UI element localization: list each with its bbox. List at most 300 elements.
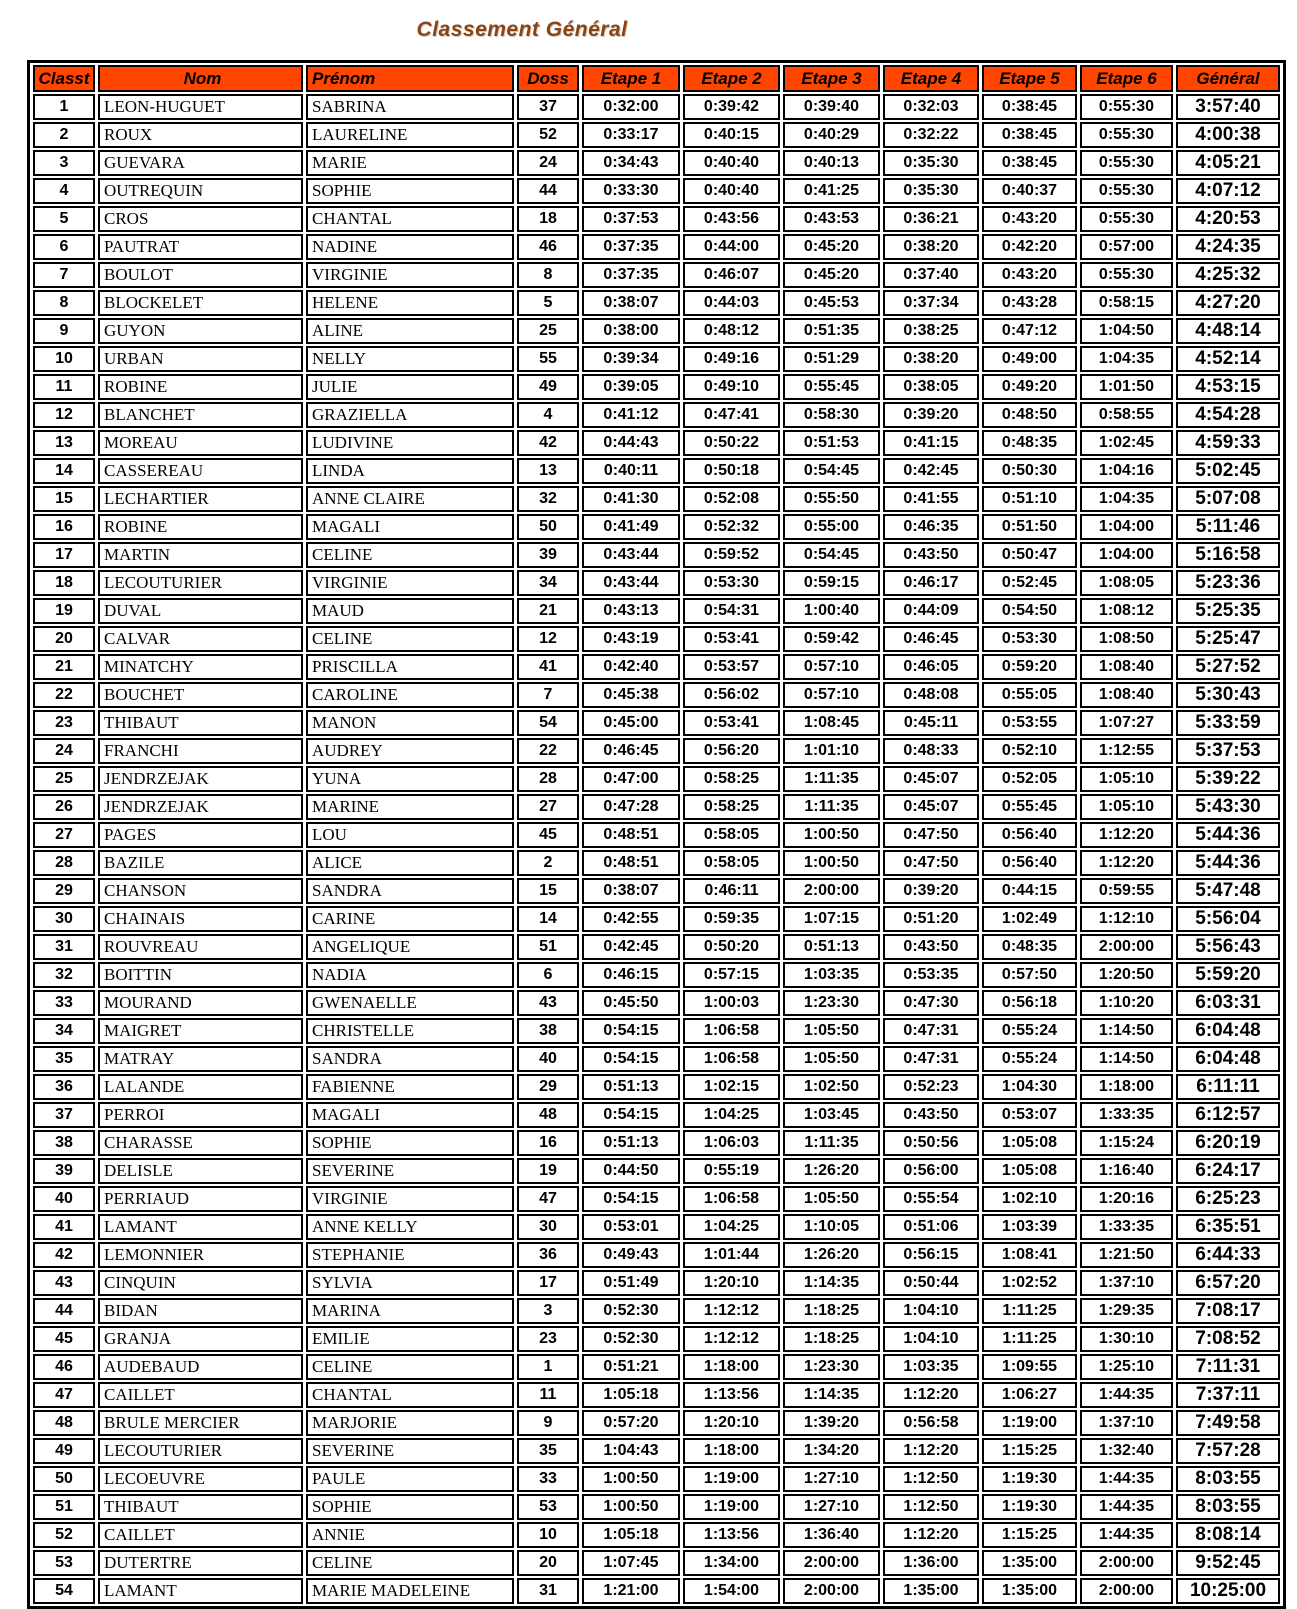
prenom-cell: LAURELINE: [306, 122, 514, 148]
etape6-cell: 1:05:10: [1080, 766, 1173, 792]
etape2-cell: 1:13:56: [683, 1382, 780, 1408]
general-cell: 4:05:21: [1176, 150, 1280, 176]
general-cell: 6:12:57: [1176, 1102, 1280, 1128]
nom-cell: CHARASSE: [98, 1130, 303, 1156]
prenom-cell: SOPHIE: [306, 178, 514, 204]
general-cell: 6:44:33: [1176, 1242, 1280, 1268]
etape4-cell: 0:35:30: [883, 150, 979, 176]
etape3-cell: 1:03:35: [783, 962, 880, 988]
etape4-cell: 1:12:50: [883, 1466, 979, 1492]
etape1-cell: 0:51:21: [582, 1354, 680, 1380]
prenom-cell: FABIENNE: [306, 1074, 514, 1100]
etape5-cell: 0:56:18: [982, 990, 1077, 1016]
etape3-cell: 1:05:50: [783, 1018, 880, 1044]
etape2-cell: 0:53:41: [683, 710, 780, 736]
etape2-cell: 1:19:00: [683, 1466, 780, 1492]
etape1-cell: 0:38:07: [582, 878, 680, 904]
etape3-cell: 1:00:50: [783, 822, 880, 848]
etape3-cell: 1:34:20: [783, 1438, 880, 1464]
etape6-cell: 1:33:35: [1080, 1214, 1173, 1240]
etape2-cell: 0:59:35: [683, 906, 780, 932]
etape2-cell: 1:12:12: [683, 1326, 780, 1352]
general-cell: 4:25:32: [1176, 262, 1280, 288]
prenom-cell: ANNE CLAIRE: [306, 486, 514, 512]
general-cell: 5:30:43: [1176, 682, 1280, 708]
table-row: [33, 1242, 1280, 1268]
etape3-cell: 0:57:10: [783, 654, 880, 680]
etape3-cell: 0:45:53: [783, 290, 880, 316]
general-cell: 7:11:31: [1176, 1354, 1280, 1380]
rank-cell: 46: [33, 1354, 95, 1380]
table-row: [33, 962, 1280, 988]
nom-cell: MARTIN: [98, 542, 303, 568]
etape1-cell: 0:43:19: [582, 626, 680, 652]
table-row: [33, 486, 1280, 512]
etape4-cell: 1:12:20: [883, 1522, 979, 1548]
etape1-cell: 0:33:30: [582, 178, 680, 204]
etape2-cell: 0:56:02: [683, 682, 780, 708]
rank-cell: 5: [33, 206, 95, 232]
etape3-cell: 1:05:50: [783, 1046, 880, 1072]
nom-cell: JENDRZEJAK: [98, 794, 303, 820]
prenom-cell: ANNE KELLY: [306, 1214, 514, 1240]
etape2-cell: 0:40:15: [683, 122, 780, 148]
rank-cell: 7: [33, 262, 95, 288]
rank-cell: 49: [33, 1438, 95, 1464]
prenom-cell: NADINE: [306, 234, 514, 260]
column-header-etape1: Etape 1: [582, 65, 680, 92]
etape5-cell: 0:59:20: [982, 654, 1077, 680]
etape6-cell: 1:29:35: [1080, 1298, 1173, 1324]
classement-table: [27, 60, 1286, 1609]
nom-cell: ROUX: [98, 122, 303, 148]
table-row: [33, 1074, 1280, 1100]
prenom-cell: CHRISTELLE: [306, 1018, 514, 1044]
etape4-cell: 0:50:56: [883, 1130, 979, 1156]
etape2-cell: 1:20:10: [683, 1410, 780, 1436]
general-cell: 9:52:45: [1176, 1550, 1280, 1576]
etape6-cell: 0:57:00: [1080, 234, 1173, 260]
nom-cell: BOUCHET: [98, 682, 303, 708]
etape5-cell: 0:47:12: [982, 318, 1077, 344]
table-row: [33, 206, 1280, 232]
etape5-cell: 0:42:20: [982, 234, 1077, 260]
etape5-cell: 0:52:05: [982, 766, 1077, 792]
rank-cell: 10: [33, 346, 95, 372]
etape5-cell: 0:52:45: [982, 570, 1077, 596]
table-row: [33, 122, 1280, 148]
nom-cell: LAMANT: [98, 1214, 303, 1240]
etape6-cell: 0:55:30: [1080, 122, 1173, 148]
etape5-cell: 0:55:24: [982, 1046, 1077, 1072]
table-row: [33, 570, 1280, 596]
general-cell: 3:57:40: [1176, 94, 1280, 120]
nom-cell: DUTERTRE: [98, 1550, 303, 1576]
etape2-cell: 1:13:56: [683, 1522, 780, 1548]
general-cell: 6:20:19: [1176, 1130, 1280, 1156]
table-row: [33, 150, 1280, 176]
doss-cell: 13: [517, 458, 579, 484]
etape1-cell: 0:43:44: [582, 570, 680, 596]
table-row: [33, 1298, 1280, 1324]
etape2-cell: 1:06:58: [683, 1186, 780, 1212]
etape6-cell: 0:58:15: [1080, 290, 1173, 316]
table-row: [33, 1102, 1280, 1128]
etape2-cell: 1:20:10: [683, 1270, 780, 1296]
table-row: [33, 178, 1280, 204]
rank-cell: 9: [33, 318, 95, 344]
prenom-cell: PAULE: [306, 1466, 514, 1492]
etape2-cell: 0:43:56: [683, 206, 780, 232]
etape6-cell: 1:08:50: [1080, 626, 1173, 652]
doss-cell: 53: [517, 1494, 579, 1520]
prenom-cell: EMILIE: [306, 1326, 514, 1352]
etape1-cell: 0:54:15: [582, 1046, 680, 1072]
rank-cell: 8: [33, 290, 95, 316]
etape6-cell: 1:04:35: [1080, 486, 1173, 512]
table-row: [33, 1522, 1280, 1548]
etape6-cell: 1:08:05: [1080, 570, 1173, 596]
table-row: [33, 1410, 1280, 1436]
nom-cell: GRANJA: [98, 1326, 303, 1352]
nom-cell: BRULE MERCIER: [98, 1410, 303, 1436]
etape4-cell: 0:35:30: [883, 178, 979, 204]
etape3-cell: 0:45:20: [783, 262, 880, 288]
etape3-cell: 0:51:53: [783, 430, 880, 456]
general-cell: 10:25:00: [1176, 1578, 1280, 1604]
etape3-cell: 0:51:35: [783, 318, 880, 344]
doss-cell: 22: [517, 738, 579, 764]
etape2-cell: 0:52:32: [683, 514, 780, 540]
etape3-cell: 2:00:00: [783, 1550, 880, 1576]
general-cell: 5:23:36: [1176, 570, 1280, 596]
table-row: [33, 682, 1280, 708]
etape4-cell: 0:47:50: [883, 850, 979, 876]
doss-cell: 43: [517, 990, 579, 1016]
etape1-cell: 0:49:43: [582, 1242, 680, 1268]
etape5-cell: 1:11:25: [982, 1298, 1077, 1324]
etape4-cell: 0:56:15: [883, 1242, 979, 1268]
etape5-cell: 1:03:39: [982, 1214, 1077, 1240]
etape6-cell: 1:44:35: [1080, 1382, 1173, 1408]
rank-cell: 30: [33, 906, 95, 932]
nom-cell: LAMANT: [98, 1578, 303, 1604]
etape2-cell: 0:58:05: [683, 822, 780, 848]
general-cell: 5:59:20: [1176, 962, 1280, 988]
etape4-cell: 0:56:00: [883, 1158, 979, 1184]
prenom-cell: MARINE: [306, 794, 514, 820]
prenom-cell: GWENAELLE: [306, 990, 514, 1016]
table-row: [33, 1186, 1280, 1212]
nom-cell: LECOUTURIER: [98, 1438, 303, 1464]
etape5-cell: 0:40:37: [982, 178, 1077, 204]
doss-cell: 6: [517, 962, 579, 988]
rank-cell: 4: [33, 178, 95, 204]
prenom-cell: ALICE: [306, 850, 514, 876]
nom-cell: DELISLE: [98, 1158, 303, 1184]
prenom-cell: MAGALI: [306, 514, 514, 540]
table-row: [33, 850, 1280, 876]
etape3-cell: 0:40:29: [783, 122, 880, 148]
etape2-cell: 0:46:07: [683, 262, 780, 288]
prenom-cell: NADIA: [306, 962, 514, 988]
rank-cell: 29: [33, 878, 95, 904]
etape1-cell: 0:52:30: [582, 1326, 680, 1352]
rank-cell: 44: [33, 1298, 95, 1324]
etape4-cell: 0:47:31: [883, 1018, 979, 1044]
rank-cell: 15: [33, 486, 95, 512]
etape2-cell: 1:04:25: [683, 1214, 780, 1240]
etape5-cell: 1:04:30: [982, 1074, 1077, 1100]
etape3-cell: 1:18:25: [783, 1298, 880, 1324]
doss-cell: 8: [517, 262, 579, 288]
etape5-cell: 0:56:40: [982, 822, 1077, 848]
etape3-cell: 1:00:40: [783, 598, 880, 624]
prenom-cell: MARIE: [306, 150, 514, 176]
etape5-cell: 0:43:20: [982, 262, 1077, 288]
doss-cell: 46: [517, 234, 579, 260]
etape5-cell: 0:56:40: [982, 850, 1077, 876]
doss-cell: 21: [517, 598, 579, 624]
etape1-cell: 0:42:40: [582, 654, 680, 680]
etape5-cell: 1:08:41: [982, 1242, 1077, 1268]
etape6-cell: 1:12:55: [1080, 738, 1173, 764]
etape5-cell: 0:51:50: [982, 514, 1077, 540]
etape4-cell: 1:35:00: [883, 1578, 979, 1604]
general-cell: 5:39:22: [1176, 766, 1280, 792]
etape2-cell: 0:54:31: [683, 598, 780, 624]
prenom-cell: STEPHANIE: [306, 1242, 514, 1268]
etape6-cell: 2:00:00: [1080, 934, 1173, 960]
etape4-cell: 0:45:07: [883, 766, 979, 792]
etape1-cell: 0:44:50: [582, 1158, 680, 1184]
prenom-cell: MARINA: [306, 1298, 514, 1324]
etape1-cell: 0:43:13: [582, 598, 680, 624]
etape5-cell: 0:48:35: [982, 934, 1077, 960]
nom-cell: LEMONNIER: [98, 1242, 303, 1268]
etape3-cell: 2:00:00: [783, 1578, 880, 1604]
doss-cell: 19: [517, 1158, 579, 1184]
rank-cell: 39: [33, 1158, 95, 1184]
etape5-cell: 0:43:20: [982, 206, 1077, 232]
table-row: [33, 598, 1280, 624]
table-row: [33, 1214, 1280, 1240]
nom-cell: AUDEBAUD: [98, 1354, 303, 1380]
prenom-cell: SEVERINE: [306, 1438, 514, 1464]
nom-cell: LEON-HUGUET: [98, 94, 303, 120]
etape5-cell: 1:02:49: [982, 906, 1077, 932]
table-row: [33, 1018, 1280, 1044]
etape6-cell: 0:55:30: [1080, 262, 1173, 288]
etape2-cell: 0:49:10: [683, 374, 780, 400]
table-row: [33, 710, 1280, 736]
etape5-cell: 0:54:50: [982, 598, 1077, 624]
table-row: [33, 878, 1280, 904]
nom-cell: PAUTRAT: [98, 234, 303, 260]
etape3-cell: 0:58:30: [783, 402, 880, 428]
etape6-cell: 1:02:45: [1080, 430, 1173, 456]
etape5-cell: 0:55:24: [982, 1018, 1077, 1044]
etape2-cell: 1:04:25: [683, 1102, 780, 1128]
prenom-cell: CHANTAL: [306, 1382, 514, 1408]
etape1-cell: 0:34:43: [582, 150, 680, 176]
etape1-cell: 0:51:13: [582, 1074, 680, 1100]
rank-cell: 50: [33, 1466, 95, 1492]
nom-cell: CAILLET: [98, 1382, 303, 1408]
nom-cell: JENDRZEJAK: [98, 766, 303, 792]
etape6-cell: 1:30:10: [1080, 1326, 1173, 1352]
table-row: [33, 738, 1280, 764]
etape4-cell: 0:38:25: [883, 318, 979, 344]
etape1-cell: 0:45:50: [582, 990, 680, 1016]
etape2-cell: 0:58:25: [683, 794, 780, 820]
etape2-cell: 0:58:05: [683, 850, 780, 876]
column-header-nom: Nom: [98, 65, 303, 92]
general-cell: 4:53:15: [1176, 374, 1280, 400]
nom-cell: CHAINAIS: [98, 906, 303, 932]
doss-cell: 10: [517, 1522, 579, 1548]
etape5-cell: 0:48:50: [982, 402, 1077, 428]
etape4-cell: 0:51:20: [883, 906, 979, 932]
doss-cell: 48: [517, 1102, 579, 1128]
etape2-cell: 0:44:00: [683, 234, 780, 260]
etape6-cell: 0:55:30: [1080, 178, 1173, 204]
etape4-cell: 0:39:20: [883, 878, 979, 904]
column-header-classt: Classt: [33, 65, 95, 92]
etape5-cell: 1:35:00: [982, 1578, 1077, 1604]
general-cell: 5:47:48: [1176, 878, 1280, 904]
etape1-cell: 0:41:12: [582, 402, 680, 428]
nom-cell: MAIGRET: [98, 1018, 303, 1044]
prenom-cell: SABRINA: [306, 94, 514, 120]
column-header-etape3: Etape 3: [783, 65, 880, 92]
rank-cell: 3: [33, 150, 95, 176]
etape4-cell: 0:53:35: [883, 962, 979, 988]
doss-cell: 2: [517, 850, 579, 876]
general-cell: 8:03:55: [1176, 1466, 1280, 1492]
etape6-cell: 1:01:50: [1080, 374, 1173, 400]
nom-cell: MOREAU: [98, 430, 303, 456]
etape6-cell: 0:55:30: [1080, 150, 1173, 176]
etape2-cell: 0:50:18: [683, 458, 780, 484]
etape5-cell: 0:52:10: [982, 738, 1077, 764]
etape3-cell: 0:40:13: [783, 150, 880, 176]
general-cell: 4:52:14: [1176, 346, 1280, 372]
nom-cell: PERROI: [98, 1102, 303, 1128]
etape1-cell: 0:48:51: [582, 850, 680, 876]
doss-cell: 50: [517, 514, 579, 540]
etape3-cell: 1:08:45: [783, 710, 880, 736]
etape3-cell: 0:59:42: [783, 626, 880, 652]
doss-cell: 34: [517, 570, 579, 596]
rank-cell: 51: [33, 1494, 95, 1520]
prenom-cell: ALINE: [306, 318, 514, 344]
general-cell: 4:54:28: [1176, 402, 1280, 428]
etape4-cell: 0:41:15: [883, 430, 979, 456]
etape4-cell: 0:46:05: [883, 654, 979, 680]
prenom-cell: MAUD: [306, 598, 514, 624]
etape4-cell: 0:47:30: [883, 990, 979, 1016]
etape1-cell: 0:45:00: [582, 710, 680, 736]
etape5-cell: 0:50:30: [982, 458, 1077, 484]
rank-cell: 35: [33, 1046, 95, 1072]
etape4-cell: 0:38:05: [883, 374, 979, 400]
general-cell: 4:20:53: [1176, 206, 1280, 232]
doss-cell: 32: [517, 486, 579, 512]
column-header-etape5: Etape 5: [982, 65, 1077, 92]
doss-cell: 28: [517, 766, 579, 792]
rank-cell: 26: [33, 794, 95, 820]
general-cell: 8:08:14: [1176, 1522, 1280, 1548]
column-header-etape4: Etape 4: [883, 65, 979, 92]
etape3-cell: 1:14:35: [783, 1270, 880, 1296]
doss-cell: 40: [517, 1046, 579, 1072]
table-row: [33, 1130, 1280, 1156]
doss-cell: 7: [517, 682, 579, 708]
general-cell: 7:37:11: [1176, 1382, 1280, 1408]
general-cell: 4:07:12: [1176, 178, 1280, 204]
etape3-cell: 1:27:10: [783, 1466, 880, 1492]
etape6-cell: 1:05:10: [1080, 794, 1173, 820]
etape4-cell: 1:12:20: [883, 1438, 979, 1464]
general-cell: 7:49:58: [1176, 1410, 1280, 1436]
table-row: [33, 766, 1280, 792]
table-row: [33, 1046, 1280, 1072]
etape5-cell: 1:19:30: [982, 1466, 1077, 1492]
rank-cell: 34: [33, 1018, 95, 1044]
table-row: [33, 234, 1280, 260]
etape5-cell: 1:09:55: [982, 1354, 1077, 1380]
prenom-cell: MANON: [306, 710, 514, 736]
etape1-cell: 0:51:13: [582, 1130, 680, 1156]
rank-cell: 48: [33, 1410, 95, 1436]
etape5-cell: 1:35:00: [982, 1550, 1077, 1576]
etape6-cell: 2:00:00: [1080, 1550, 1173, 1576]
table-row: [33, 934, 1280, 960]
etape5-cell: 1:19:00: [982, 1410, 1077, 1436]
etape6-cell: 1:15:24: [1080, 1130, 1173, 1156]
etape6-cell: 1:12:20: [1080, 850, 1173, 876]
nom-cell: CASSEREAU: [98, 458, 303, 484]
etape1-cell: 0:48:51: [582, 822, 680, 848]
header-row: [33, 65, 1280, 92]
etape4-cell: 0:45:07: [883, 794, 979, 820]
etape5-cell: 1:15:25: [982, 1522, 1077, 1548]
general-cell: 7:08:52: [1176, 1326, 1280, 1352]
prenom-cell: LINDA: [306, 458, 514, 484]
rank-cell: 23: [33, 710, 95, 736]
rank-cell: 43: [33, 1270, 95, 1296]
etape1-cell: 0:37:53: [582, 206, 680, 232]
doss-cell: 27: [517, 794, 579, 820]
prenom-cell: SYLVIA: [306, 1270, 514, 1296]
etape1-cell: 0:38:07: [582, 290, 680, 316]
doss-cell: 33: [517, 1466, 579, 1492]
doss-cell: 38: [517, 1018, 579, 1044]
etape3-cell: 0:55:50: [783, 486, 880, 512]
doss-cell: 44: [517, 178, 579, 204]
general-cell: 4:27:20: [1176, 290, 1280, 316]
prenom-cell: LUDIVINE: [306, 430, 514, 456]
doss-cell: 24: [517, 150, 579, 176]
etape2-cell: 1:06:58: [683, 1018, 780, 1044]
doss-cell: 35: [517, 1438, 579, 1464]
etape2-cell: 0:47:41: [683, 402, 780, 428]
etape3-cell: 0:59:15: [783, 570, 880, 596]
etape5-cell: 0:49:00: [982, 346, 1077, 372]
etape3-cell: 1:23:30: [783, 1354, 880, 1380]
etape1-cell: 0:51:49: [582, 1270, 680, 1296]
